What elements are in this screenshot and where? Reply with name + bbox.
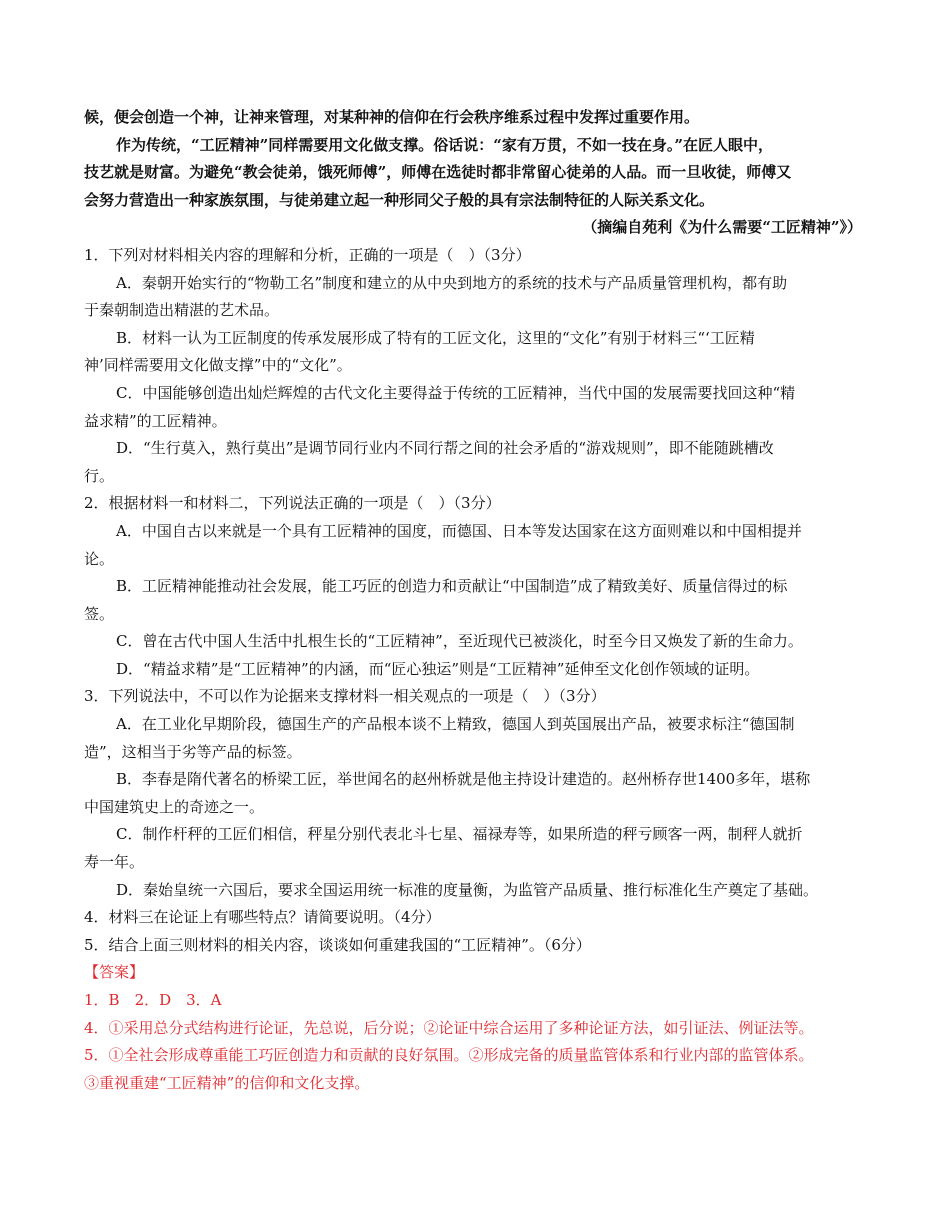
question-3-option-c: C．制作杆秤的工匠们相信，秤星分别代表北斗七星、福禄寿等，如果所造的秤亏顾客一两，制秤人就折 <box>116 825 803 844</box>
document-page <box>84 104 866 1097</box>
question-3-option-d: D．秦始皇统一六国后，要求全国运用统一标准的度量衡，为监管产品质量、推行标准化生产奠定了基础。 <box>116 880 819 899</box>
question-3-option-b-cont: 中国建筑史上的奇迹之一。 <box>84 797 265 816</box>
question-1-stem: 1．下列对材料相关内容的理解和分析，正确的一项是（ ）（3分） <box>84 245 531 264</box>
question-1-option-d: D．“生行莫入，熟行莫出”是调节同行业内不同行帮之间的社会矛盾的“游戏规则”，即不能随跳槽改 <box>116 439 774 458</box>
question-1-option-c: C．中国能够创造出灿烂辉煌的古代文化主要得益于传统的工匠精神，当代中国的发展需要找回这种“精 <box>116 383 796 402</box>
question-2-stem: 2．根据材料一和材料二，下列说法正确的一项是（ ）（3分） <box>84 494 501 513</box>
question-2-option-c: C．曾在古代中国人生活中扎根生长的“工匠精神”，至近现代已被淡化，时至今日又焕发了新的生命力。 <box>116 632 803 651</box>
passage-line: 候，便会创造一个神，让神来管理，对某种神的信仰在行会秩序维系过程中发挥过重要作用。 <box>84 108 700 126</box>
question-5-stem: 5．结合上面三则材料的相关内容，谈谈如何重建我国的“工匠精神”。（6分） <box>84 935 591 954</box>
question-4-stem: 4．材料三在论证上有哪些特点？请简要说明。（4分） <box>84 908 441 927</box>
question-2-option-b-cont: 签。 <box>84 604 115 623</box>
passage-line: 会努力营造出一种家族氛围，与徒弟建立起一种形同父子般的具有宗法制特征的人际关系文化。 <box>84 190 715 209</box>
answer-line: 1．B 2．D 3．A <box>84 991 222 1009</box>
question-1-option-a: A．秦朝开始实行的“物勒工名”制度和建立的从中央到地方的系统的技术与产品质量管理机构，都有助 <box>116 273 788 292</box>
question-2-option-d: D．“精益求精”是“工匠精神”的内涵，而“匠心独运”则是“工匠精神”延伸至文化创作领域的证明。 <box>116 659 760 678</box>
question-3-option-a: A．在工业化早期阶段，德国生产的产品根本谈不上精致，德国人到英国展出产品，被要求标注“德国制 <box>116 715 795 734</box>
answer-line: 5．①全社会形成尊重能工巧匠创造力和贡献的良好氛围。②形成完备的质量监管体系和行业内部的监管体系。 <box>84 1046 814 1065</box>
answer-heading: 【答案】 <box>84 963 145 982</box>
passage-source: （摘编自苑利《为什么需要“工匠精神”》） <box>582 218 862 237</box>
answer-line: 4．①采用总分式结构进行论证，先总说，后分说；②论证中综合运用了多种论证方法，如引证法、例证法等。 <box>84 1018 814 1037</box>
question-1-option-c-cont: 益求精”的工匠精神。 <box>84 411 227 430</box>
question-2-option-a: A．中国自古以来就是一个具有工匠精神的国度，而德国、日本等发达国家在这方面则难以和中国相提并 <box>116 521 802 540</box>
question-3-stem: 3．下列说法中，不可以作为论据来支撑材料一相关观点的一项是（ ）（3分） <box>84 687 606 706</box>
question-1-option-a-cont: 于秦朝制造出精湛的艺术品。 <box>84 301 280 320</box>
passage-line: 技艺就是财富。为避免“教会徒弟，饿死师傅”，师傅在选徒时都非常留心徒弟的人品。而一旦收徒，师傅又 <box>84 163 792 182</box>
question-3-option-a-cont: 造”，这相当于劣等产品的标签。 <box>84 742 302 761</box>
question-1-option-b: B．材料一认为工匠制度的传承发展形成了特有的工匠文化，这里的“文化”有别于材料三“‘工匠精 <box>116 328 755 347</box>
passage-line: 作为传统，“工匠精神”同样需要用文化做支撑。俗话说：“家有万贯，不如一技在身。”在匠人眼中， <box>116 135 774 154</box>
answer-line: ③重视重建“工匠精神”的信仰和文化支撑。 <box>84 1073 370 1092</box>
question-3-option-b: B．李春是隋代著名的桥梁工匠，举世闻名的赵州桥就是他主持设计建造的。赵州桥存世1400多年，堪称 <box>116 770 811 789</box>
question-3-option-c-cont: 寿一年。 <box>84 853 145 872</box>
question-1-option-d-cont: 行。 <box>84 466 115 485</box>
question-2-option-a-cont: 论。 <box>84 549 115 568</box>
question-1-option-b-cont: 神’同样需要用文化做支撑”中的“文化”。 <box>84 356 352 375</box>
question-2-option-b: B．工匠精神能推动社会发展，能工巧匠的创造力和贡献让“中国制造”成了精致美好、质量信得过的标 <box>116 577 788 596</box>
